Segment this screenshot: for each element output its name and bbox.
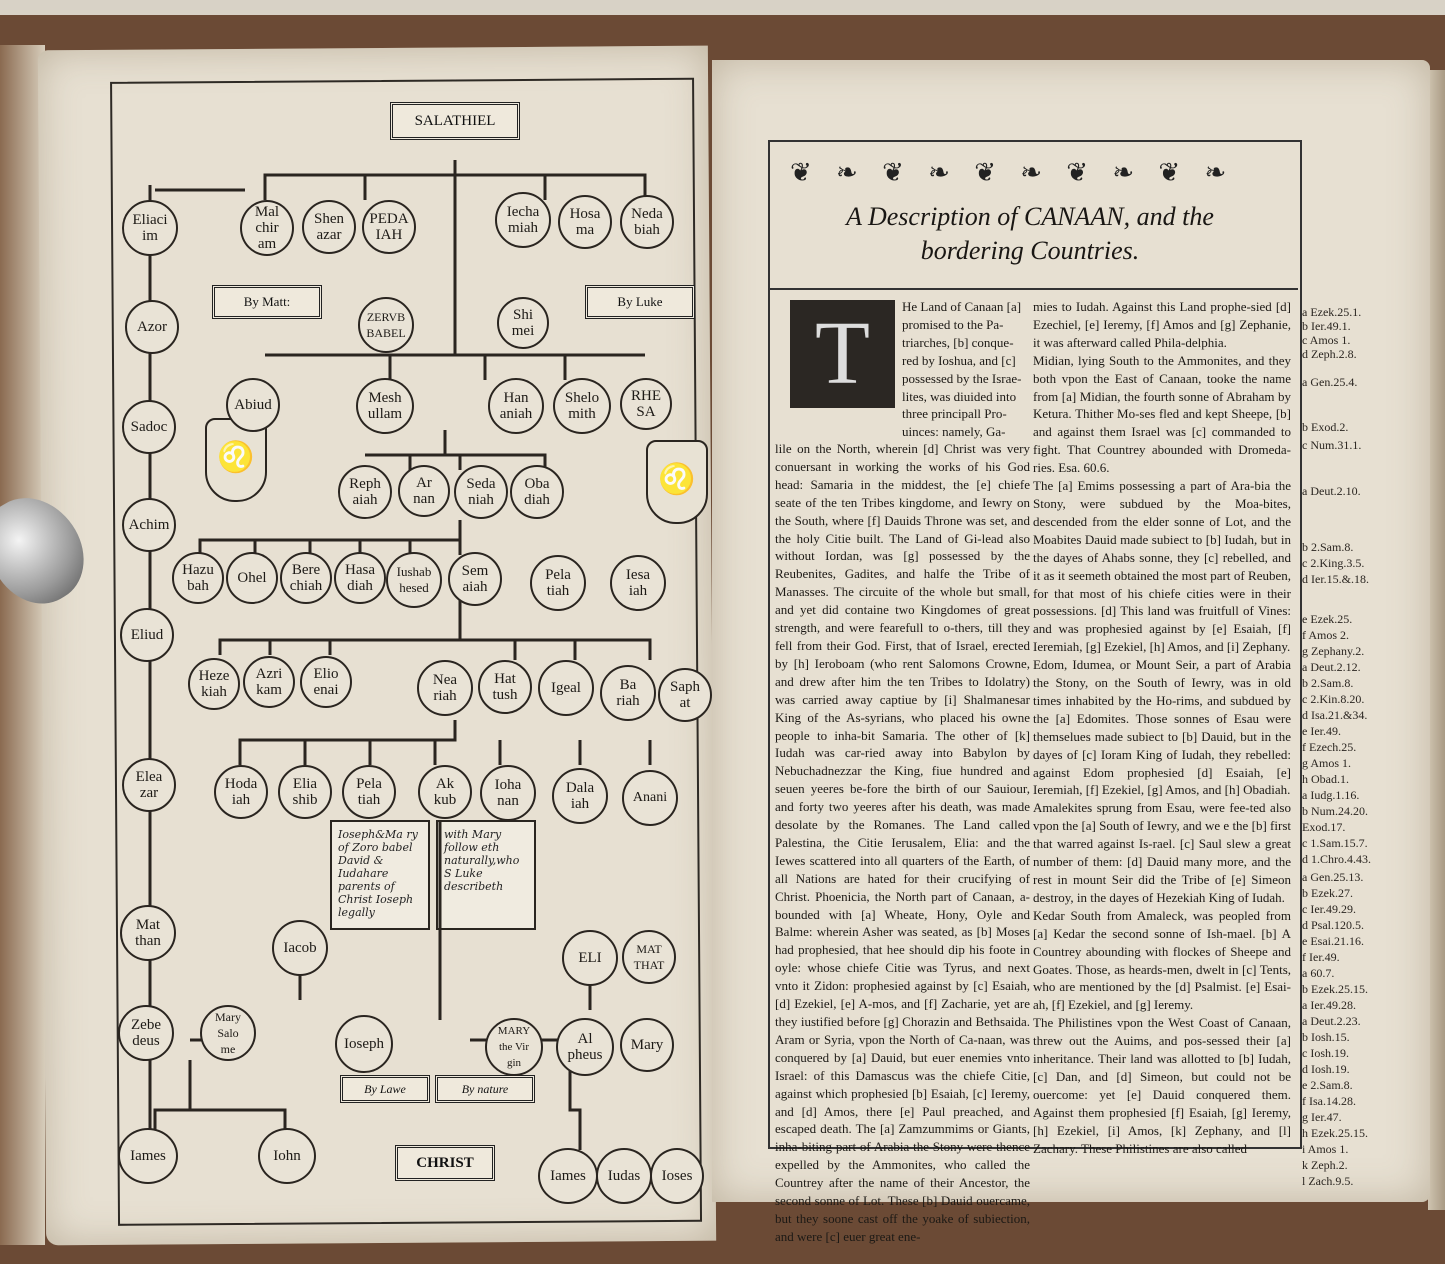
book-photo: SALATHIEL By Matt: By Luke ♌ ♌ Ioseph&Ma ry of Zoro babel David & Iudahare parents of Christ Ioseph legally with Mary follow eth naturally,who S Luke describeth By Lawe By nature CHRIST Eliaci im Mal chir am Shen azar PEDA IAH Iecha miah Hosa ma Neda biah Azor ZERVB BABEL Shi mei Abiud Mesh ullam Han aniah Shelo mith RHE SA Sadoc Reph aiah Ar nan Seda niah Oba diah Achim Hazu bah Ohel Bere chiah Hasa diah Iushab hesed Sem aiah Pela tiah Iesa iah Eliud Heze kiah Azri kam Elio enai Nea riah Hat tush Igeal Ba riah Saph at Elea zar Hoda iah Elia shib Pela tiah Ak kub Ioha nan Dala iah Anani Mat than Iacob ELI MAT THAT Zebe deus Mary Salo me Ioseph MARY the Vir gin Al pheus Mary Iames Iohn Iames Iudas Ioses ❦ ❧ ❦ ❧ ❦ ❧ ❦ ❧ ❦ ❧ A Description of CANAAN, and the bordering Countries. T He Land of Canaan [a] promised to the Pa- triarches, [b] conque- red by Ioshua, and [c] possessed by the Israe- lites, was diuided into three principall Pro- uinces: namely, Ga- lile on the North, wherein [d] Christ was very conuersant in working the works of his God head: Samaria in the middest, the [e] chiefe seate of the ten Tribes kingdome, and Iewry on the South, where [f] Dauids Throne was set, and the holy Citie built. The Land of Gi-lead also without Iordan, was [g] possessed by the Reubenites, Gadites, and halfe the Tribe of Manasses. The circuite of the whole but small, and yet did containe two Kingdomes of great strength, and were fearefull to o-thers, till they fell from their God. First, that of Israel, erected by [h] Ieroboam (who rent Salomons Crowne, and drew after him the ten Tribes to Idolatry) was carried away captiue by [i] Shalmanesar King of the As-syrians, who placed his owne people to inha-bit Samaria. The other of [k] Iudah was car-ried away into Babylon by Nebuchadnezzar the King, fiue hundred and seuen yeeres be-fore the birth of our Sauiour, and forty two yeeres after his death, was made desolate by the Romanes. The Land called Palestina, the Citie Ierusalem, Elia: and the Iewes scattered into all quarters of the Earth, of all Nations are hated for their crucifying of Christ. Phoenicia, the North part of Canaan, a-bounded with [a] Wheate, Hony, Oyle and Balme: wherein Asher was seated, as [b] Moses had prophesied, that hee should dip his foote in oyle: whose chiefe Citie was Tyrus, and next vnto it Zidon: prophesied against by [c] Esaiah, [d] Ezekiel, [e] A-mos, and [f] Zacharie, yet are they iustified before [g] Chorazin and Bethsaida. Aram or Syria, vpon the North of Ca-naan, was conquered by [a] Dauid, but euer enemies vnto Israel: of this Damascus was the chiefe Citie, against which prophesied [b] Esaiah, [c] Ieremy, and [d] Amos, there [e] Paul preached, and escaped death. The [a] Zamzummims or Giants, inha-biting part of Arabia the Stony were thence expelled by the Ammonites, who called the Countrey after the name of their Ancestor, the second sonne of Lot. These [b] Dauid ouercame, but they soone cast off the yoake of subiection, and were [c] euer great ene- mies to Iudah. Against this Land prophe-sied [d] Ezechiel, [e] Ieremy, [f] Amos and [g] Zephanie, it was afterward called Phila-delphia. Midian, lying South to the Ammonites, and they both vpon the East of Canaan, tooke the name from [a] Midian, the fourth sonne of Abraham by Ketura. Thither Mo-ses fled and kept Sheepe, [b] and against them Israel was [c] commanded to fight. That Countrey abounded with Dromeda-ries. Esa. 60.6. The [a] Emims possessing a part of Ara-bia the Stony, were subdued by the Moa-bites, descended from the elder sonne of Lot, and the Moabites Dauid made subiect to [b] Iudah, but in the dayes of Ahabs sonne, they [c] rebelled, and it as it seemeth obtained the most part of Reuben, for that most of his chiefe cities were in their possessions. [d] This land was fruitfull of Vines: and was prophesied against by [e] Esaiah, [f] Ieremiah, [g] Ezekiel, [h] Amos, and [i] Zephany. Edom, Idumea, or Mount Seir, a part of Arabia the Stony, on the South of Iewry, was in old times inhabited by the Ho-rims, and subdued by the [a] Edomites. Those sonnes of Esau were themselues made subiect to [b] Dauid, but in the dayes of [c] Ioram King of Iudah, they rebelled: against Edom prophesied [d] Esaiah, [e] Ieremiah, [f] Ezekiel, [g] Amos, and [h] Obadiah. Amalekites sprung from Esau, were fee-ted also vpon the [a] South of Iewry, and we e the [b] first that warred against Is-rael. [c] Saul slew a great number of them: [d] Dauid many more, and the rest in mount Seir did the Tribe of [e] Simeon destroy, in the dayes of Hezekiah King of Iudah. Kedar South from Amaleck, was peopled from [a] Kedar the second sonne of Ish-mael. [b] A Countrey abounding with flockes of Sheepe and Goates. Those, as heards-men, dwelt in [c] Tents, who are mentioned by the [d] Psalmist. [e] Esai-ah, [f] Ezekiel, and [g] Ieremy. The Philistines vpon the West Coast of Canaan, threw out the Auims, and pos-sessed their [a] inheritance. Their land was allotted to [b] Iudah, [c] Dan, and [d] Simeon, but could not be ouercome: yet [e] Dauid conquered them. Against them prophesied [f] Esaiah, [g] Ieremy, [h] Ezekiel, [i] Amos, [k] Zephany, and [l] Zachary. These Philistines are also called a Ezek.25.1. b Ier.49.1. c Amos 1. d Zeph.2.8. a Gen.25.4. b Exod.2. c Num.31.1. a Deut.2.10. b 2.Sam.8. c 2.King.3.5. d Ier.15.&.18. e Ezek.25. f Amos 2. g Zephany.2. a Deut.2.12. b 2.Sam.8. c 2.Kin.8.20. d Isa.21.&34. e Ier.49. f Ezech.25. g Amos 1. h Obad.1. a Iudg.1.16. b Num.24.20. Exod.17. c 1.Sam.15.7. d 1.Chro.4.43. a Gen.25.13. b Ezek.27. c Ier.49.29. d Psal.120.5. e Esai.21.16. f Ier.49. a 60.7. b Ezek.25.15. a Ier.49.28. a Deut.2.23. b Iosh.15. c Iosh.19. d Iosh.19. e 2.Sam.8. f Isa.14.28. g Ier.47. h Ezek.25.15. i Amos 1. k Zeph.2. l Zach.9.5. xyxy=(0,0,1445,1264)
name-node: Mary xyxy=(620,1018,674,1072)
name-node: Hoda iah xyxy=(214,765,268,819)
name-node: Ioseph xyxy=(335,1015,393,1073)
name-node: Eliaci im xyxy=(122,200,178,256)
name-node: Ioses xyxy=(650,1148,704,1204)
name-node: Ohel xyxy=(226,552,278,604)
name-node: Hat tush xyxy=(478,660,532,714)
name-node: Iames xyxy=(118,1128,178,1184)
name-node: Sadoc xyxy=(122,400,176,454)
name-node: Heze kiah xyxy=(188,658,240,710)
name-node: Ar nan xyxy=(398,465,450,517)
name-node: Al pheus xyxy=(556,1018,614,1076)
name-node: Shi mei xyxy=(497,297,549,349)
name-node: Nea riah xyxy=(417,660,473,716)
name-node: Elea zar xyxy=(122,758,176,812)
name-node: Iecha miah xyxy=(495,192,551,248)
page-title xyxy=(800,200,1260,268)
name-node: Hazu bah xyxy=(172,552,224,604)
name-node: Dala iah xyxy=(552,768,608,824)
name-node: Reph aiah xyxy=(338,465,392,519)
lion-shield-right: ♌ xyxy=(646,440,708,524)
name-node: Iohn xyxy=(258,1128,316,1184)
name-node: Neda biah xyxy=(620,195,674,249)
name-node: Eliud xyxy=(120,608,174,662)
name-node: Hasa diah xyxy=(334,552,386,604)
lion-shield-left: ♌ xyxy=(205,418,267,502)
name-node: Sem aiah xyxy=(448,552,502,606)
name-node: RHE SA xyxy=(620,378,672,430)
column-2: mies to Iudah. Against this Land prophe-sied [d] Ezechiel, [e] Ieremy, [f] Amos and [g] Zephanie, it was afterward called Phila-delphia. Midian, lying South to the Ammonites, and they both vpon the East of Canaan, tooke the name from [a] Midian, the fourth sonne of Abraham by Ketura. Thither Mo-ses fled and kept Sheepe, [b] and against them Israel was [c] commanded to fight. That Countrey abounded with Dromeda-ries. Esa. 60.6. The [a] Emims possessing a part of Ara-bia the Stony, were subdued by the Moa-bites, descended from the elder sonne of Lot, and the Moabites Dauid made subiect to [b] Iudah, but in the dayes of Ahabs sonne, they [c] rebelled, and it as it seemeth obtained the most part of Reuben, for that most of his chiefe cities were in their possessions. [d] This land was fruitfull of Vines: and was prophesied against by [e] Esaiah, [f] Ieremiah, [g] Ezekiel, [h] Amos, and [i] Zephany. Edom, Idumea, or Mount Seir, a part of Arabia the Stony, on the South of Iewry, was in old times inhabited by the Ho-rims, and subdued by the [a] Edomites. Those sonnes of Esau were themselues made subiect to [b] Dauid, but in the dayes of [c] Ioram King of Iudah, they rebelled: against Edom prophesied [d] Esaiah, [e] Ieremiah, [f] Ezekiel, [g] Amos, and [h] Obadiah. Amalekites sprung from Esau, were fee-ted also vpon the [a] South of Iewry, and we e the [b] first that warred against Is-rael. [c] Saul slew a great number of them: [d] Dauid many more, and the rest in mount Seir did the Tribe of [e] Simeon destroy, in the dayes of Hezekiah King of Iudah. Kedar South from Amaleck, was peopled from [a] Kedar the second sonne of Ish-mael. [b] A Countrey abounding with flockes of Sheepe and Goates. Those, as heards-men, dwelt in [c] Tents, who are mentioned by the [d] Psalmist. [e] Esai-ah, [f] Ezekiel, and [g] Ieremy. The Philistines vpon the West Coast of Canaan, threw out the Auims, and pos-sessed their [a] inheritance. Their land was allotted to [b] Iudah, [c] Dan, and [d] Simeon, but could not be ouercome: yet [e] Dauid conquered them. Against them prophesied [f] Esaiah, [g] Ieremy, [h] Ezekiel, [i] Amos, [k] Zephany, and [l] Zachary. These Philistines are also called xyxy=(1033,299,1291,1156)
column-1: lile on the North, wherein [d] Christ was very conuersant in working the works of his God head: Samaria in the middest, the [e] chiefe seate of the ten Tribes kingdome, and Iewry on the South, where [f] Dauids Throne was set, and the holy Citie built. The Land of Gi-lead also without Iordan, was [g] possessed by the Reubenites, Gadites, and halfe the Tribe of Manasses. The circuite of the whole but small, and yet did containe two Kingdomes of great strength, and were fearefull to o-thers, till they fell from their God. First, that of Israel, erected by [h] Ieroboam (who rent Salomons Crowne, and drew after him the ten Tribes to Idolatry) was carried away captiue by [i] Shalmanesar King of the As-syrians, who placed his owne people to inha-bit Samaria. The other of [k] Iudah was car-ried away into Babylon by Nebuchadnezzar the King, fiue hundred and seuen yeeres be-fore the birth of our Sauiour, and forty two yeeres after his death, was made desolate by the Romanes. The Land called Palestina, the Citie Ierusalem, Elia: and the Iewes scattered into all quarters of the Earth, of all Nations are hated for their crucifying of Christ. Phoenicia, the North part of Canaan, a-bounded with [a] Wheate, Hony, Oyle and Balme: wherein Asher was seated, as [b] Moses had prophesied, that hee should dip his foote in oyle: whose chiefe Citie was Tyrus, and next vnto it Zidon: prophesied against by [c] Esaiah, [d] Ezekiel, [e] A-mos, and [f] Zacharie, yet are they iustified before [g] Chorazin and Bethsaida. Aram or Syria, vpon the North of Ca-naan, was conquered by [a] Dauid, but euer enemies vnto Israel: of this Damascus was the chiefe Citie, against which prophesied [b] Esaiah, [c] Ieremy, and [d] Amos, there [e] Paul preached, and escaped death. The [a] Zamzummims or Giants, inha-biting part of Arabia the Stony were thence expelled by the Ammonites, who called the Countrey after the name of their Ancestor, the second sonne of Lot. These [b] Dauid ouercame, but they soone cast off the yoake of subiection, and were [c] euer great ene- xyxy=(775,441,1030,1244)
name-node: Pela tiah xyxy=(530,555,586,611)
book-left-text: Ioseph&Ma ry of Zoro babel David & Iudahare parents of Christ Ioseph legally xyxy=(330,820,430,930)
name-node: Saph at xyxy=(658,668,712,722)
name-node: Mat than xyxy=(120,905,176,961)
name-node: MAT THAT xyxy=(622,930,676,984)
name-node: Iames xyxy=(538,1148,598,1204)
name-node: Ba riah xyxy=(600,665,656,721)
by-nature-ribbon: By nature xyxy=(435,1075,535,1103)
drop-cap: T xyxy=(790,300,895,408)
by-luke-banner: By Luke xyxy=(585,285,695,319)
name-node: Iudas xyxy=(596,1148,652,1204)
by-lawe-ribbon: By Lawe xyxy=(340,1075,430,1103)
name-node: Iushab hesed xyxy=(386,552,442,608)
column-1-top: He Land of Canaan [a] promised to the Pa- triarches, [b] conque- red by Ioshua, and [c] possessed by the Israe- lites, was diuided into three principall Pro- uinces: namely, Ga- xyxy=(902,299,1022,440)
name-node: Shelo mith xyxy=(553,378,611,434)
name-node: Zebe deus xyxy=(118,1005,174,1061)
ornament-band: ❦ ❧ ❦ ❧ ❦ ❧ ❦ ❧ ❦ ❧ xyxy=(790,158,1235,188)
name-node: Elia shib xyxy=(278,765,332,819)
salathiel-cartouche: SALATHIEL xyxy=(390,102,520,140)
name-node: Shen azar xyxy=(302,200,356,254)
name-node: Ioha nan xyxy=(480,765,536,821)
name-node: Elio enai xyxy=(300,656,352,708)
name-node: Anani xyxy=(622,770,678,826)
name-node: Mal chir am xyxy=(240,200,294,256)
name-node: Oba diah xyxy=(510,465,564,519)
name-node: Iesa iah xyxy=(610,555,666,611)
name-node: Bere chiah xyxy=(280,552,332,604)
name-node: Igeal xyxy=(538,660,594,716)
name-node: Iacob xyxy=(272,920,328,976)
title-line-2: bordering Countries. xyxy=(920,236,1140,265)
name-node: Abiud xyxy=(226,378,280,432)
name-node: Seda niah xyxy=(454,465,508,519)
book-right-text: with Mary follow eth naturally,who S Luke describeth xyxy=(436,820,536,930)
name-node: Pela tiah xyxy=(342,765,396,819)
name-node: ZERVB BABEL xyxy=(358,297,414,353)
name-node: Achim xyxy=(122,498,176,552)
title-line-1: A Description of CANAAN, and the xyxy=(846,202,1214,231)
name-node: Azri kam xyxy=(243,656,295,708)
christ-cartouche: CHRIST xyxy=(395,1145,495,1181)
name-node: PEDA IAH xyxy=(362,200,416,254)
name-node: ELI xyxy=(562,930,618,986)
name-node: Hosa ma xyxy=(558,195,612,249)
name-node: Mesh ullam xyxy=(356,378,414,434)
by-matthew-banner: By Matt: xyxy=(212,285,322,319)
name-node: Han aniah xyxy=(488,378,544,434)
name-node: Azor xyxy=(125,300,179,354)
name-node: MARY the Vir gin xyxy=(485,1018,543,1076)
name-node: Ak kub xyxy=(418,765,472,819)
name-node: Mary Salo me xyxy=(200,1005,256,1061)
